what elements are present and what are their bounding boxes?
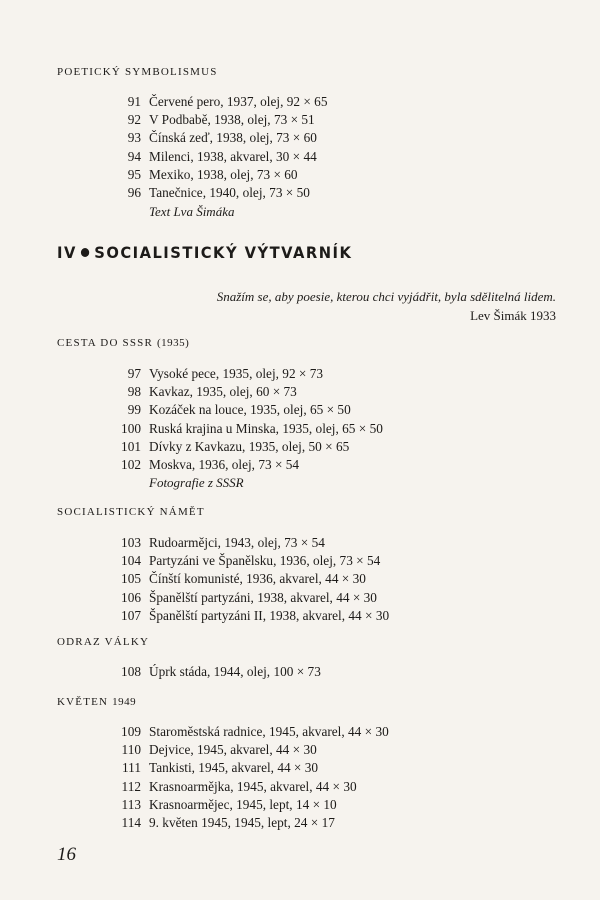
catalog-entry bbox=[0, 571, 600, 589]
entry-text: Mexiko, 1938, olej, 73 × 60 bbox=[149, 166, 298, 182]
entry-text: Kozáček na louce, 1935, olej, 65 × 50 bbox=[149, 402, 351, 418]
catalog-entry bbox=[0, 94, 600, 112]
entry-number: 97 bbox=[127, 366, 141, 381]
chapter-heading bbox=[57, 243, 352, 262]
catalog-entry bbox=[0, 130, 600, 148]
motto bbox=[217, 287, 556, 325]
entry-list-cesta bbox=[0, 366, 600, 475]
section-heading-poeticky: POETICKÝ SYMBOLISMUS bbox=[57, 66, 218, 78]
catalog-entry bbox=[0, 797, 600, 815]
entry-text: Ruská krajina u Minska, 1935, olej, 65 × 50 bbox=[149, 420, 383, 436]
catalog-entry bbox=[0, 366, 600, 384]
entry-number: 110 bbox=[121, 742, 141, 758]
entry-number: 105 bbox=[121, 571, 141, 587]
entry-number: 92 bbox=[127, 112, 141, 128]
entry-number: 100 bbox=[121, 420, 141, 436]
catalog-entry bbox=[0, 402, 600, 420]
section-heading-namet: SOCIALISTICKÝ NÁMĚT bbox=[57, 506, 205, 518]
entry-number: 111 bbox=[122, 760, 141, 776]
entry-text: Krasnoarmějka, 1945, akvarel, 44 × 30 bbox=[149, 778, 357, 794]
section-heading-cesta bbox=[57, 337, 189, 349]
entry-text: Partyzáni ve Španělsku, 1936, olej, 73 × 54 bbox=[149, 553, 381, 569]
catalog-entry bbox=[0, 590, 600, 608]
catalog-entry bbox=[0, 112, 600, 130]
motto-attribution: Lev Šimák 1933 bbox=[470, 308, 556, 323]
entry-list-poeticky bbox=[0, 94, 600, 203]
catalog-entry bbox=[0, 421, 600, 439]
catalog-entry bbox=[0, 457, 600, 475]
entry-text: Dejvice, 1945, akvarel, 44 × 30 bbox=[149, 742, 317, 758]
catalog-entry bbox=[0, 553, 600, 571]
entry-number: 91 bbox=[127, 94, 141, 109]
entry-text: V Podbabě, 1938, olej, 73 × 51 bbox=[149, 112, 315, 128]
entry-number: 95 bbox=[127, 166, 141, 182]
entry-text: Rudoarmějci, 1943, olej, 73 × 54 bbox=[149, 535, 325, 550]
entry-text: Tanečnice, 1940, olej, 73 × 50 bbox=[149, 184, 310, 200]
entry-number: 93 bbox=[127, 130, 141, 146]
section-heading-text: CESTA DO SSSR bbox=[57, 337, 154, 349]
bullet-icon bbox=[81, 248, 89, 257]
section-heading-kveten bbox=[57, 696, 136, 708]
entry-number: 98 bbox=[127, 384, 141, 400]
motto-quote: Snažím se, aby poesie, kterou chci vyjádřit, byla sdělitelná lidem. bbox=[216, 289, 556, 304]
page-number: 16 bbox=[57, 844, 76, 865]
catalog-entry bbox=[0, 439, 600, 457]
entry-number: 99 bbox=[127, 402, 141, 418]
entry-number: 101 bbox=[121, 438, 141, 454]
catalog-entry bbox=[0, 779, 600, 797]
entry-text: Staroměstská radnice, 1945, akvarel, 44 × 30 bbox=[149, 724, 389, 739]
entry-text: Krasnoarmějec, 1945, lept, 14 × 10 bbox=[149, 796, 337, 812]
entry-text: Španělští partyzáni II, 1938, akvarel, 44 × 30 bbox=[149, 607, 390, 623]
section-heading-year: 1949 bbox=[112, 696, 137, 708]
credit-text-cesta: Fotografie z SSSR bbox=[149, 475, 244, 490]
entry-number: 109 bbox=[121, 724, 141, 739]
entry-text: Vysoké pece, 1935, olej, 92 × 73 bbox=[149, 366, 324, 381]
entry-number: 96 bbox=[127, 184, 141, 200]
entry-text: Španělští partyzáni, 1938, akvarel, 44 × 30 bbox=[149, 589, 377, 605]
entry-text: 9. květen 1945, 1945, lept, 24 × 17 bbox=[149, 814, 335, 830]
entry-text: Dívky z Kavkazu, 1935, olej, 50 × 65 bbox=[149, 438, 350, 454]
catalog-entry bbox=[0, 724, 600, 742]
catalog-entry bbox=[0, 535, 600, 553]
entry-text: Kavkaz, 1935, olej, 60 × 73 bbox=[149, 384, 297, 400]
catalog-entry bbox=[0, 185, 600, 203]
entry-number: 94 bbox=[127, 148, 141, 164]
entry-text: Moskva, 1936, olej, 73 × 54 bbox=[149, 456, 300, 472]
catalog-entry bbox=[0, 167, 600, 185]
entry-number: 104 bbox=[121, 553, 141, 569]
entry-text: Červené pero, 1937, olej, 92 × 65 bbox=[149, 94, 328, 109]
entry-text: Úprk stáda, 1944, olej, 100 × 73 bbox=[149, 664, 321, 679]
catalog-entry bbox=[0, 664, 600, 682]
section-heading-text: KVĚTEN bbox=[57, 696, 109, 708]
entry-list-odraz bbox=[0, 664, 600, 682]
entry-list-kveten bbox=[0, 724, 600, 833]
entry-number: 114 bbox=[121, 814, 141, 830]
credit-text-poeticky: Text Lva Šimáka bbox=[149, 204, 235, 219]
chapter-title: SOCIALISTICKÝ VÝTVARNÍK bbox=[94, 243, 353, 262]
entry-text: Tankisti, 1945, akvarel, 44 × 30 bbox=[149, 760, 319, 776]
catalog-entry bbox=[0, 608, 600, 626]
entry-number: 103 bbox=[121, 535, 141, 550]
entry-number: 112 bbox=[121, 778, 141, 794]
entry-text: Milenci, 1938, akvarel, 30 × 44 bbox=[149, 148, 317, 164]
catalog-entry bbox=[0, 815, 600, 833]
catalog-entry bbox=[0, 742, 600, 760]
entry-number: 108 bbox=[121, 664, 141, 679]
section-heading-year: (1935) bbox=[156, 337, 190, 349]
entry-number: 107 bbox=[121, 607, 141, 623]
catalog-entry bbox=[0, 760, 600, 778]
entry-text: Čínští komunisté, 1936, akvarel, 44 × 30 bbox=[149, 571, 366, 587]
section-heading-odraz: ODRAZ VÁLKY bbox=[57, 636, 150, 648]
entry-list-namet bbox=[0, 535, 600, 626]
entry-number: 106 bbox=[121, 589, 141, 605]
entry-number: 113 bbox=[121, 796, 141, 812]
catalog-entry bbox=[0, 384, 600, 402]
chapter-numeral: IV bbox=[57, 243, 77, 262]
entry-number: 102 bbox=[121, 456, 141, 472]
entry-text: Čínská zeď, 1938, olej, 73 × 60 bbox=[149, 130, 317, 146]
catalog-entry bbox=[0, 149, 600, 167]
